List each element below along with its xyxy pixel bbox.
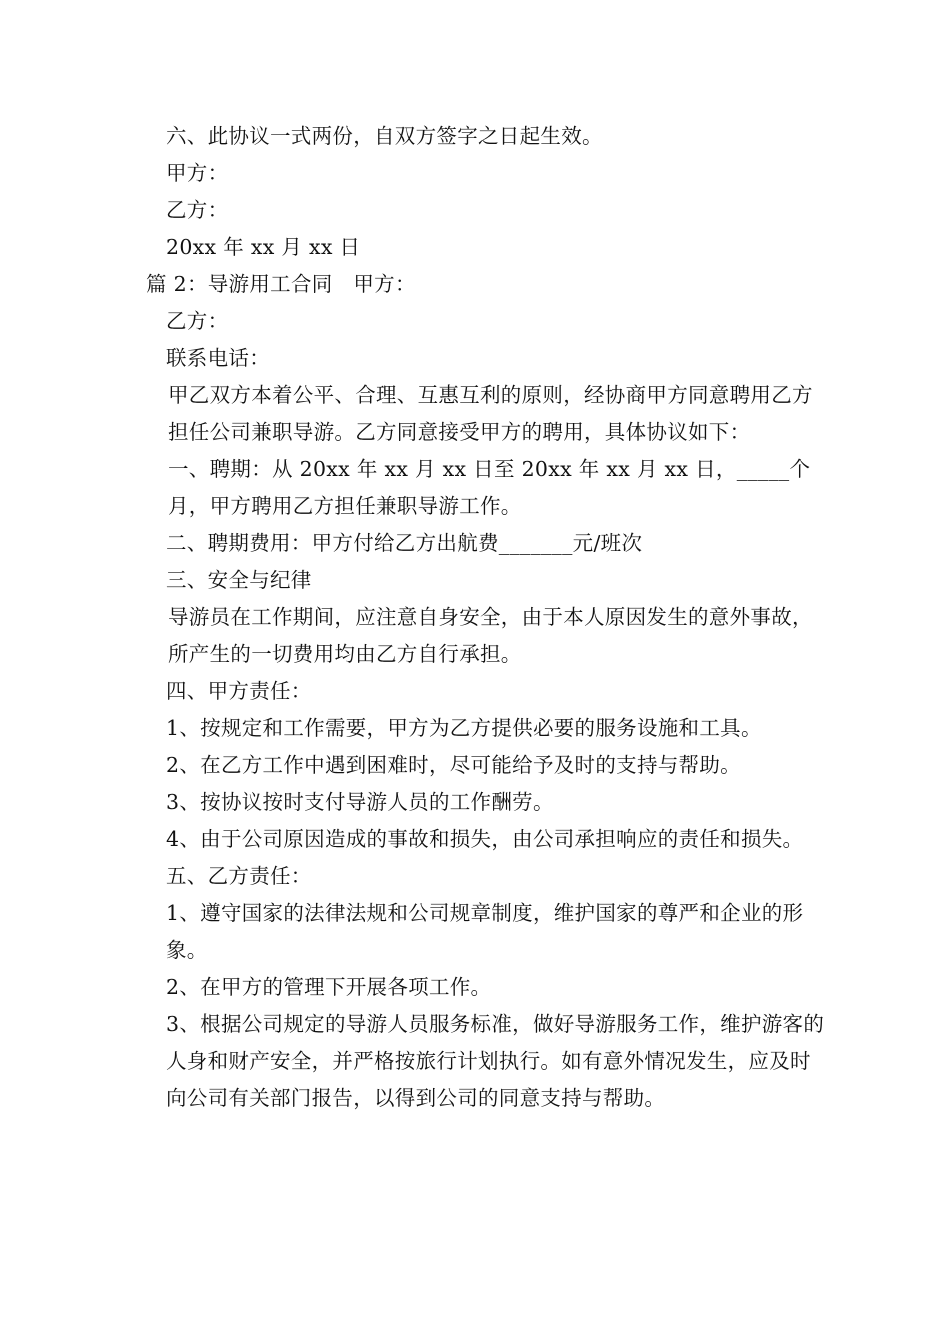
clause-five-item-1: 1、遵守国家的法律法规和公司规章制度，维护国家的尊严和企业的形象。 (166, 901, 804, 962)
party-b-line: 乙方： (166, 309, 229, 333)
clause-five-heading: 五、乙方责任： (166, 864, 312, 888)
clause-two-fees: 二、聘期费用：甲方付给乙方出航费_______元/班次 (166, 531, 643, 555)
clause-five-item-2: 2、在甲方的管理下开展各项工作。 (166, 975, 492, 999)
document-body (146, 118, 826, 1117)
section-title-contract-2: 篇 2：导游用工合同 甲方： (146, 272, 416, 296)
clause-six-effective: 六、此协议一式两份，自双方签字之日起生效。 (166, 124, 603, 148)
clause-one-term: 一、聘期：从 20xx 年 xx 月 xx 日至 20xx 年 xx 月 xx 日，_____个月，甲方聘用乙方担任兼职导游工作。 (168, 457, 811, 518)
clause-four-item-3: 3、按协议按时支付导游人员的工作酬劳。 (166, 790, 554, 814)
contact-phone-line: 联系电话： (166, 346, 270, 370)
clause-four-item-2: 2、在乙方工作中遇到困难时，尽可能给予及时的支持与帮助。 (166, 753, 741, 777)
party-a-signature-line: 甲方： (166, 161, 229, 185)
clause-four-heading: 四、甲方责任： (166, 679, 312, 703)
party-b-signature-line: 乙方： (166, 198, 229, 222)
clause-three-body: 导游员在工作期间，应注意自身安全，由于本人原因发生的意外事故，所产生的一切费用均由乙方自行承担。 (168, 605, 813, 666)
preamble-paragraph: 甲乙双方本着公平、合理、互惠互利的原则，经协商甲方同意聘用乙方担任公司兼职导游。乙方同意接受甲方的聘用，具体协议如下： (168, 383, 813, 444)
signing-date: 20xx 年 xx 月 xx 日 (166, 235, 361, 259)
clause-four-item-4: 4、由于公司原因造成的事故和损失，由公司承担响应的责任和损失。 (166, 827, 804, 851)
clause-three-heading: 三、安全与纪律 (166, 568, 312, 592)
clause-four-item-1: 1、按规定和工作需要，甲方为乙方提供必要的服务设施和工具。 (166, 716, 762, 740)
clause-five-item-3: 3、根据公司规定的导游人员服务标准，做好导游服务工作，维护游客的人身和财产安全，并严格按旅行计划执行。如有意外情况发生，应及时向公司有关部门报告，以得到公司的同意支持与帮助。 (166, 1012, 825, 1110)
